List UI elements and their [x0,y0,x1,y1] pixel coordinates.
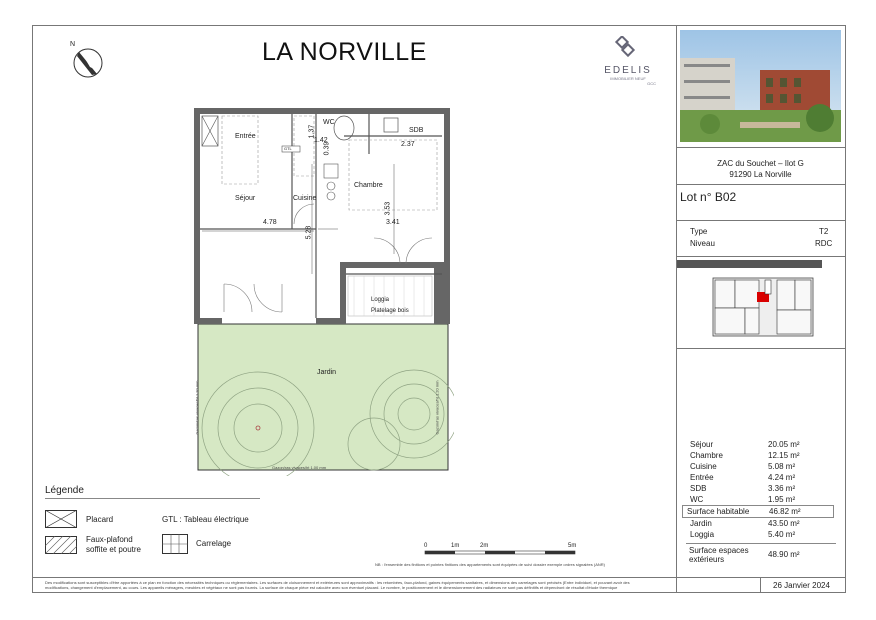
building-photo [680,30,841,142]
garden-note-bottom: Gazon/ras vivaces/ht 1.00 mm [272,465,327,470]
date: 26 Janvier 2024 [773,581,830,590]
footer-divider [32,577,846,578]
divider [676,348,846,349]
north-label: N [70,41,76,48]
surface-row [686,461,836,472]
edelis-logo [598,36,658,86]
divider [676,220,846,221]
surface-row [686,518,836,529]
surface-label: SDB [690,484,707,493]
address-line2: 91290 La Norville [729,170,792,179]
surface-label: Jardin [690,519,712,528]
dim-528: 5.28 [305,225,313,240]
divider [676,184,846,185]
dim-353: 3.53 [384,201,392,216]
edelis-logo-icon [598,36,658,60]
gtl-label: GTL [284,146,292,151]
address-line1: ZAC du Souchet – Ilot G [717,159,804,168]
dim-142: 1.42 [314,137,328,144]
surface-row [682,505,834,518]
surface-label: Entrée [690,473,714,482]
floor-plan [194,104,454,476]
surface-value: 1.95 m² [768,495,796,504]
room-loggia: Loggia [371,297,390,303]
garden-note-right: Gazon/ras vivaces/ht 1.20 mm [434,380,440,435]
disclaimer-1: Des modifications sont susceptibles d'être apportées à ce plan en fonction des nécessités techniques ou réglementaires. Les surfaces de cloisonnement et extérieures sont approximatifs : les retombées, faux-plafond, gaines équipements sanitaires, et dimensions des carrelages sont précisés (Entre individuel, et pouvant avoir des [45,580,630,585]
brand-sub: IMMOBILIER NEUF [610,76,646,81]
dim-039: 0.39 [323,141,331,156]
dim-237: 2.37 [401,141,415,148]
surface-label: WC [690,495,704,504]
divider [676,147,846,148]
room-sejour: Séjour [235,195,256,202]
address [680,158,841,180]
nb-note: NB : l'ensemble des finitions et pointes finitions des appartements sont équipées de suivi dossier exemple ordres signalées (ANR) [375,562,605,567]
disclaimer-2: modifications, changement d'emplacement, au cours. Les appareils ménagers, meubles et végétaux ne sont pas fournis. La surface de chaque pièce est calculée avec son éventuel placard. Le nombre, le positionnement et le dimensionnement des radiateurs ne sont pas définitifs et dépendront de résultat d'étude thermique [45,585,618,590]
legend-faux-plafond-1: Faux-plafond [86,535,133,544]
legend-divider [45,498,260,499]
surface-row [686,472,836,483]
brand-name: EDELIS [604,65,652,76]
surface-exterieurs-row [686,543,836,564]
room-chambre: Chambre [354,182,383,189]
surface-row [686,483,836,494]
surface-label: Cuisine [690,462,717,471]
surface-value: 3.36 m² [768,484,796,493]
room-sdb: SDB [409,127,424,134]
dim-137: 1.37 [308,124,316,139]
room-wc: WC [323,119,335,126]
garden-area [198,324,448,470]
surface-value: 20.05 m² [768,440,800,449]
lot-number: Lot n° B02 [680,190,737,204]
niveau-value: RDC [815,239,833,248]
faux-plafond-swatch [45,536,77,554]
north-compass-icon [70,44,106,80]
surface-value: 5.40 m² [768,530,796,539]
surface-row [686,494,836,505]
surface-row [686,450,836,461]
surface-exterieurs-label [689,546,749,564]
surface-exterieurs-value: 48.90 m² [768,550,800,559]
surface-label: Séjour [690,440,714,449]
room-cuisine: Cuisine [293,195,317,202]
surface-row [686,439,836,450]
surface-label: Chambre [690,451,723,460]
surface-value: 4.24 m² [768,473,796,482]
room-jardin: Jardin [317,369,337,376]
dim-478: 4.78 [263,219,277,226]
divider [760,577,761,593]
legend-carrelage: Carrelage [196,539,232,548]
niveau-label: Niveau [690,239,715,248]
surface-value: 43.50 m² [768,519,800,528]
building-photo-image [680,30,841,142]
scale-bar [424,550,576,556]
surface-value: 46.82 m² [769,507,801,516]
page-title: LA NORVILLE [262,38,427,66]
scale-1m: 1m [451,543,460,549]
surface-exterieurs-label-1: Surface espaces [689,546,749,555]
surface-row [686,529,836,540]
legend-faux-plafond [86,535,141,555]
type-value: T2 [819,227,829,236]
divider [676,256,846,257]
legend-gtl: GTL : Tableau électrique [162,515,249,524]
scale-0: 0 [424,543,428,549]
room-platelage: Platelage bois [371,308,409,314]
surfaces-table [686,439,836,564]
surface-value: 12.15 m² [768,451,800,460]
scale-2m: 2m [480,543,489,549]
scale-5m: 5m [568,543,577,549]
legend-title: Légende [45,485,84,496]
dim-341: 3.41 [386,219,400,226]
garden-note-left: Gazon/ras vivaces/ht 1.20 mm [194,380,200,435]
key-plan [677,258,845,346]
room-entree: Entrée [235,133,256,140]
brand-group: GCC [647,81,656,86]
surface-label: Loggia [690,530,715,539]
surface-exterieurs-label-2: extérieurs [689,555,725,564]
surface-value: 5.08 m² [768,462,796,471]
surface-label: Surface habitable [687,507,750,516]
legend-placard: Placard [86,515,114,524]
carrelage-swatch [162,534,188,554]
placard-swatch [45,510,77,528]
type-label: Type [690,227,708,236]
legend-faux-plafond-2: soffite et poutre [86,545,141,554]
